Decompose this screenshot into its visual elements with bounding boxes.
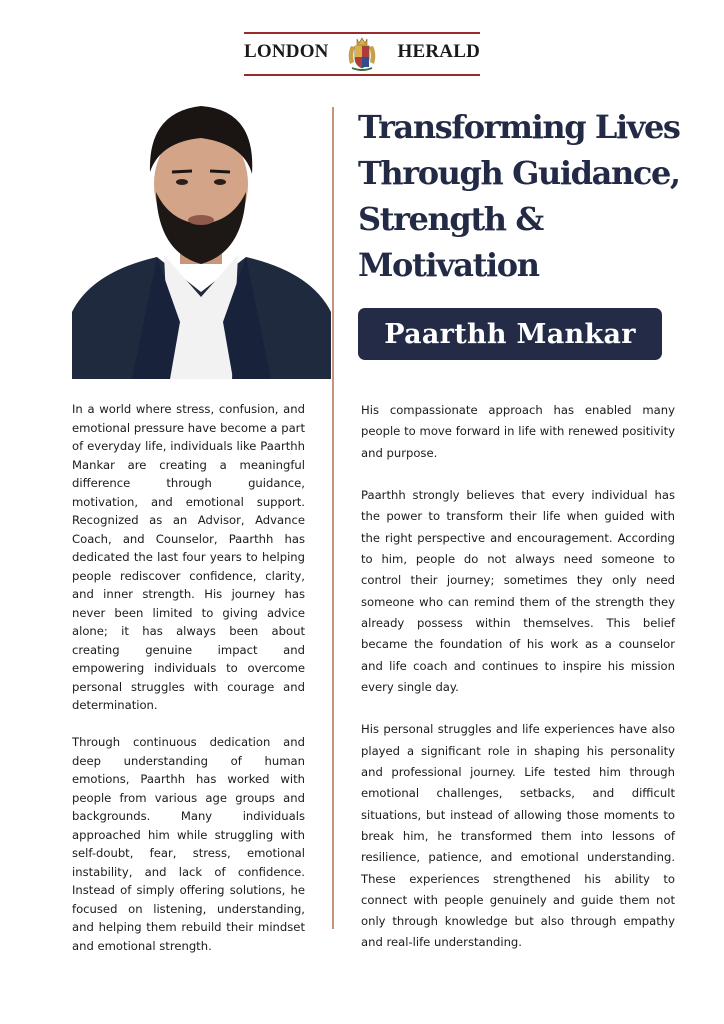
article-headline: Transforming Lives Through Guidance, Strength & Motivation [358, 108, 680, 284]
right-column [361, 400, 675, 975]
masthead-left-word: LONDON [244, 41, 329, 62]
subject-name-badge: Paarthh Mankar [358, 308, 662, 360]
column-divider [332, 107, 334, 929]
masthead [244, 32, 480, 76]
paragraph: In a world where stress, confusion, and emotional pressure have become a part of everyday life, individuals like Paarthh Mankar are creating a meaningful difference through guidance, motivation, and emotional support. Recognized as an Advisor, Advance Coach, and Counselor, Paarthh has dedicated the last four years to helping people rediscover confidence, clarity, and inner strength. His journey has never been limited to giving advice alone; it has always been about creating genuine impact and empowering individuals to overcome personal struggles with courage and determination. [72, 402, 305, 712]
paragraph: His compassionate approach has enabled many people to move forward in life with renewed positivity and purpose. [361, 403, 675, 460]
masthead-bottom-rule [244, 74, 480, 76]
paragraph: Paarthh strongly believes that every individual has the power to transform their life when guided with the right perspective and encouragement. According to him, people do not always need someone to control their journey; sometimes they only need someone who can remind them of the strength they already possess within themselves. This belief became the foundation of his work as a counselor and life coach and continues to inspire his mission every single day. [361, 488, 675, 694]
paragraph: His personal struggles and life experiences have also played a significant role in shaping his personality and professional journey. Life tested him through emotional challenges, setbacks, and difficult situations, but instead of allowing those moments to break him, he transformed them into lessons of resilience, patience, and emotional understanding. These experiences strengthened his ability to connect with people genuinely and guide them not only through knowledge but also through empathy and real-life understanding. [361, 722, 675, 950]
masthead-right-word: HERALD [397, 41, 480, 62]
royal-coat-of-arms-icon [342, 34, 382, 74]
left-column [72, 400, 305, 974]
portrait-photo [72, 92, 331, 379]
paragraph: Through continuous dedication and deep understanding of human emotions, Paarthh has worked with people from various age groups and backgrounds. Many individuals approached him while struggling with self-doubt, fear, stress, emotional instability, and lack of confidence. Instead of simply offering solutions, he focused on listening, understanding, and helping them rebuild their mindset and emotional strength. [72, 735, 305, 953]
